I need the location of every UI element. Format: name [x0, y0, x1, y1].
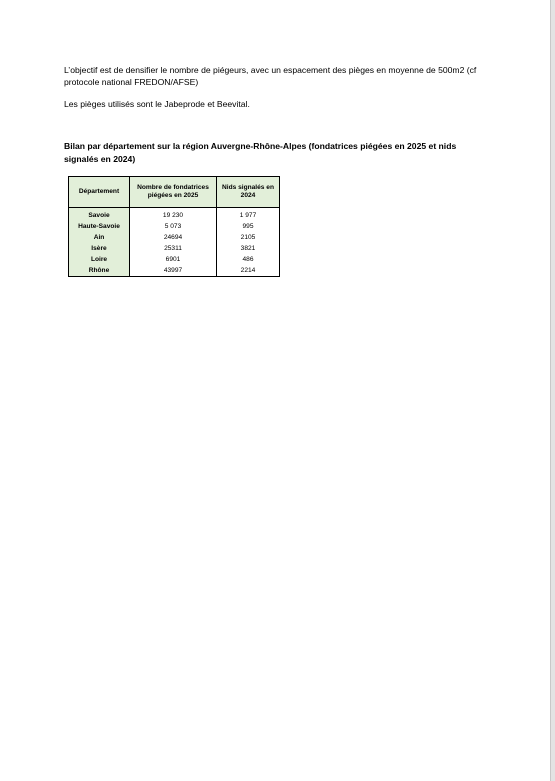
table-row [69, 232, 280, 243]
cell-nids: 486 [217, 254, 280, 265]
cell-nids: 3821 [217, 243, 280, 254]
cell-nids: 995 [217, 221, 280, 232]
page-edge [551, 0, 555, 781]
table-row [69, 243, 280, 254]
cell-departement: Savoie [69, 208, 130, 222]
cell-departement: Rhône [69, 265, 130, 277]
cell-fondatrices: 19 230 [130, 208, 217, 222]
paragraph-objectif: L’objectif est de densifier le nombre de piégeurs, avec un espacement des pièges en moyenne de 500m2 (cf protocole national FREDON/AFSE) [64, 65, 477, 87]
header-nids: Nids signalés en 2024 [217, 177, 280, 208]
cell-fondatrices: 43997 [130, 265, 217, 277]
paragraph-pieges: Les pièges utilisés sont le Jabeprode et Beevital. [64, 99, 250, 109]
cell-departement: Haute-Savoie [69, 221, 130, 232]
table-row [69, 265, 280, 277]
cell-nids: 2214 [217, 265, 280, 277]
cell-departement: Ain [69, 232, 130, 243]
bilan-table [68, 176, 280, 277]
table-header-row [69, 177, 280, 208]
cell-fondatrices: 25311 [130, 243, 217, 254]
cell-nids: 2105 [217, 232, 280, 243]
cell-fondatrices: 6901 [130, 254, 217, 265]
cell-nids: 1 977 [217, 208, 280, 222]
cell-fondatrices: 24694 [130, 232, 217, 243]
section-heading: Bilan par département sur la région Auvergne-Rhône-Alpes (fondatrices piégées en 2025 et nids signalés en 2024) [64, 141, 457, 164]
header-fondatrices: Nombre de fondatrices piégées en 2025 [130, 177, 217, 208]
cell-departement: Loire [69, 254, 130, 265]
header-departement: Département [69, 177, 130, 208]
table-row [69, 208, 280, 222]
cell-departement: Isère [69, 243, 130, 254]
table-row [69, 254, 280, 265]
table-row [69, 221, 280, 232]
cell-fondatrices: 5 073 [130, 221, 217, 232]
